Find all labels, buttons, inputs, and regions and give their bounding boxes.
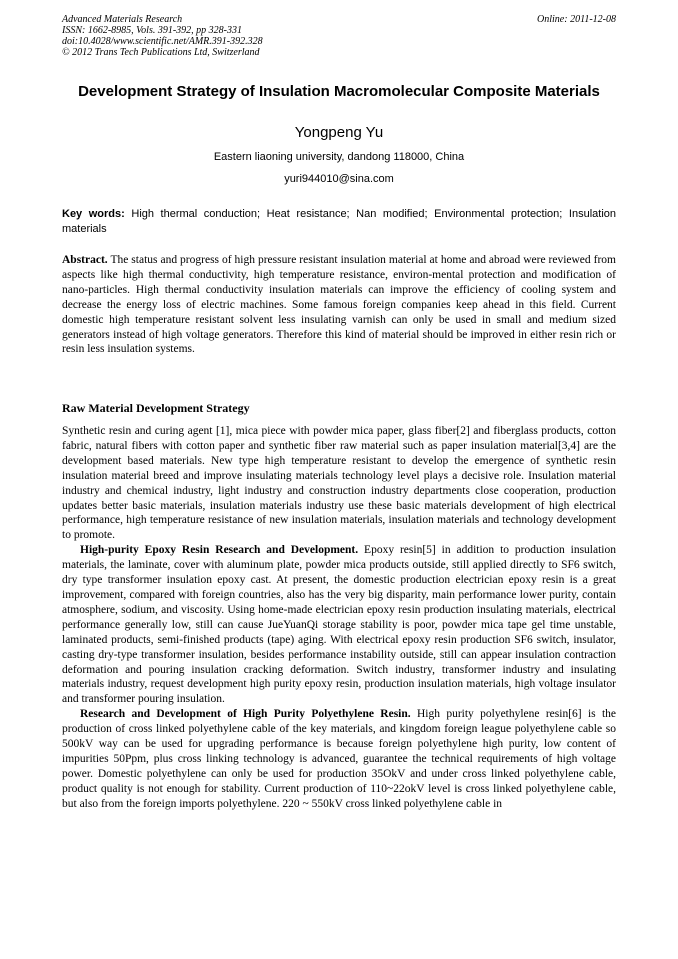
abstract-label: Abstract. xyxy=(62,254,108,266)
copyright-line: © 2012 Trans Tech Publications Ltd, Switzerland xyxy=(62,47,260,58)
running-header xyxy=(62,14,616,58)
keywords-label: Key words: xyxy=(62,208,125,220)
section-heading: Raw Material Development Strategy xyxy=(62,401,250,415)
subsection-heading: High-purity Epoxy Resin Research and Development. xyxy=(80,544,359,557)
author-email: yuri944010@sina.com xyxy=(284,173,394,185)
paragraph-text: High purity polyethylene resin[6] is the production of cross linked polyethylene cable of the key materials, and kingdom foreign league polyethylene cable so 500kV way can be used for upgrading performance is because foreign polyethylene high purity, low content of impurities 50Ppm, plus cross linking technology is advanced, guarantee the technical requirements of high voltage power. Domestic polyethylene can only be used for production 35OkV and under cross linked polyethylene cable, product quality is not enough for stability. Current production of 110~22okV level is cross linked polyethylene cable, but also from the foreign imports polyethylene. 220 ~ 550kV cross linked polyethylene cable in xyxy=(62,708,616,810)
abstract xyxy=(62,253,616,357)
paper-title: Development Strategy of Insulation Macromolecular Composite Materials xyxy=(78,83,600,100)
issn-line: ISSN: 1662-8985, Vols. 391-392, pp 328-331 xyxy=(62,25,242,36)
paragraph xyxy=(62,543,616,707)
doi-line: doi:10.4028/www.scientific.net/AMR.391-392.328 xyxy=(62,36,263,47)
paragraph xyxy=(62,707,616,811)
keywords xyxy=(62,207,616,237)
section-body xyxy=(62,424,616,812)
subsection-heading: Research and Development of High Purity Polyethylene Resin. xyxy=(80,708,411,721)
journal-name: Advanced Materials Research xyxy=(62,14,183,25)
paragraph: Synthetic resin and curing agent [1], mica piece with powder mica paper, glass fiber[2] and fiberglass products, cotton fabric, natural fibers with cotton paper and synthetic fiber raw material such as paper insulation material[3,4] are the development based materials. New type high temperature resistant to develop the emergence of synthetic resin insulation material breed and improve insulating materials technology level plays a decisive role. Insulation material industry and chemical industry, light industry and construction industry departments close cooperation, production updates better basic materials, insulation materials industry use these basic materials development of high electrical performance, high temperature resistance of new insulation materials, insulation materials and technology development to promote. xyxy=(62,425,616,542)
keywords-text: High thermal conduction; Heat resistance; Nan modified; Environmental protection; Insulation materials xyxy=(62,208,616,235)
affiliation: Eastern liaoning university, dandong 118000, China xyxy=(213,151,465,163)
abstract-text: The status and progress of high pressure resistant insulation material at home and abroad were reviewed from aspects like high thermal conductivity, high temperature resistance, environ-mental protection and modification of nano-particles. High thermal conductivity insulation materials can improve the efficiency of cooling system and decrease the energy loss of electric machines. Some famous foreign companies keep ahead in this field. Current domestic high temperature resistant solvent less insulating varnish can only be used in small and medium sized generators instead of high voltage generators. Therefore this kind of material should be improved in either resin rich or resin less insulation systems. xyxy=(62,254,616,356)
paragraph-text: Epoxy resin[5] in addition to production insulation materials, the laminate, cover with aluminum plate, powder mica products outside, still applied directly to SF6 switch, dry type transformer insulation epoxy cast. At present, the domestic production electrician epoxy resin is a great improvement, compared with foreign countries, also has the very big disparity, main performance lower purity, contain atmosphere, sodium, and viscosity. Using home-made electrician epoxy resin production insulating materials, electrical performance generally low, still can cause JueYuanQi storage stability is poor, powder mica tape gel time unstable, laminated products, semi-finished products (tape) aging. With electrical epoxy resin production SF6 switch, insulator, casting dry-type transformer insulation, besides performance instability outside, still can appear insulation contraction deformation and pouring insulation cracking deformation. Switch industry, transformer industry and insulating materials industry, request development high purity epoxy resin, production insulation materials, high voltage insulator and transformer pouring insulation. xyxy=(62,544,616,706)
author-name: Yongpeng Yu xyxy=(294,124,384,141)
online-date: Online: 2011-12-08 xyxy=(537,14,616,25)
